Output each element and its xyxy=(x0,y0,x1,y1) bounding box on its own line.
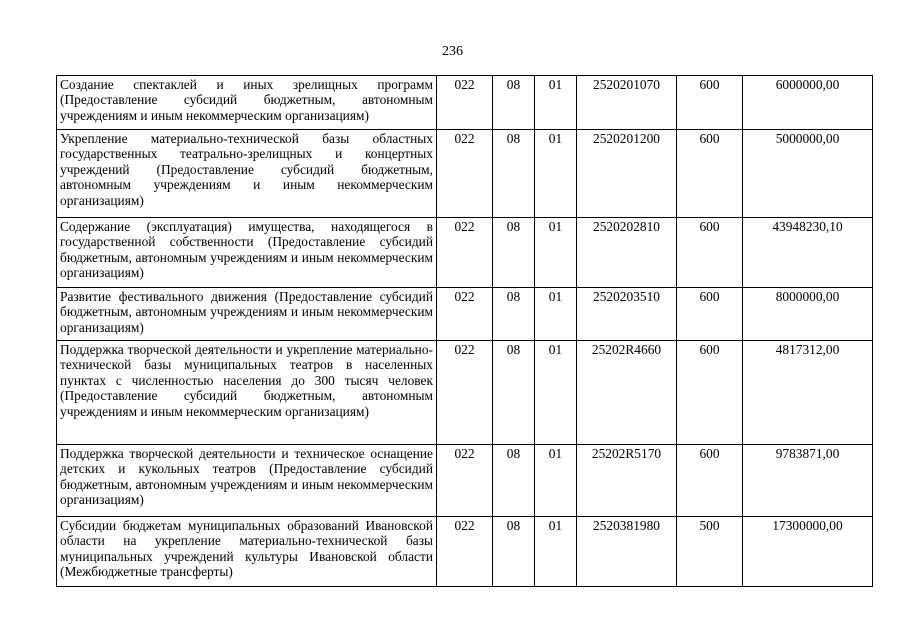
cell-ministry-code: 022 xyxy=(437,288,493,341)
cell-amount: 43948230,10 xyxy=(743,218,873,288)
cell-expense-name: Поддержка творческой деятельности и техническое оснащение детских и кукольных театров (Предоставление субсидий бюджетным, автономным учреждениям и иным некоммерческим организациям) xyxy=(57,445,437,517)
cell-ministry-code: 022 xyxy=(437,130,493,218)
cell-ministry-code: 022 xyxy=(437,341,493,445)
cell-amount: 9783871,00 xyxy=(743,445,873,517)
cell-ministry-code: 022 xyxy=(437,218,493,288)
budget-table xyxy=(56,75,873,587)
cell-amount: 8000000,00 xyxy=(743,288,873,341)
cell-target-article: 2520202810 xyxy=(577,218,677,288)
cell-target-article: 2520201200 xyxy=(577,130,677,218)
cell-target-article: 2520203510 xyxy=(577,288,677,341)
cell-expense-type: 600 xyxy=(677,288,743,341)
cell-expense-name: Субсидии бюджетам муниципальных образований Ивановской области на укрепление материально-технической базы муниципальных учреждений культуры Ивановской области (Межбюджетные трансферты) xyxy=(57,517,437,587)
table-row xyxy=(57,76,873,130)
cell-subsection-code: 01 xyxy=(535,130,577,218)
cell-expense-name: Поддержка творческой деятельности и укрепление материально-технической базы муниципальных театров в населенных пунктах с численностью населения до 300 тысяч человек (Предоставление субсидий бюджетным, автономным учреждениям и иным некоммерческим организациям) xyxy=(57,341,437,445)
cell-expense-type: 600 xyxy=(677,218,743,288)
cell-expense-name: Содержание (эксплуатация) имущества, находящегося в государственной собственности (Предоставление субсидий бюджетным, автономным учреждениям и иным некоммерческим организациям) xyxy=(57,218,437,288)
cell-target-article: 25202R5170 xyxy=(577,445,677,517)
cell-amount: 4817312,00 xyxy=(743,341,873,445)
cell-subsection-code: 01 xyxy=(535,288,577,341)
cell-expense-name: Создание спектаклей и иных зрелищных программ (Предоставление субсидий бюджетным, автономным учреждениям и иным некоммерческим организациям) xyxy=(57,76,437,130)
cell-target-article: 25202R4660 xyxy=(577,341,677,445)
cell-target-article: 2520381980 xyxy=(577,517,677,587)
cell-expense-type: 500 xyxy=(677,517,743,587)
cell-subsection-code: 01 xyxy=(535,218,577,288)
cell-expense-type: 600 xyxy=(677,445,743,517)
cell-expense-name: Укрепление материально-технической базы областных государственных театрально-зрелищных и концертных учреждений (Предоставление субсидий бюджетным, автономным учреждениям и иным некоммерческим организациям) xyxy=(57,130,437,218)
table-row xyxy=(57,445,873,517)
cell-amount: 17300000,00 xyxy=(743,517,873,587)
cell-section-code: 08 xyxy=(493,288,535,341)
cell-section-code: 08 xyxy=(493,76,535,130)
cell-amount: 5000000,00 xyxy=(743,130,873,218)
cell-ministry-code: 022 xyxy=(437,76,493,130)
table-row xyxy=(57,341,873,445)
table-row xyxy=(57,288,873,341)
cell-subsection-code: 01 xyxy=(535,341,577,445)
cell-section-code: 08 xyxy=(493,130,535,218)
cell-section-code: 08 xyxy=(493,341,535,445)
cell-amount: 6000000,00 xyxy=(743,76,873,130)
cell-subsection-code: 01 xyxy=(535,76,577,130)
cell-section-code: 08 xyxy=(493,445,535,517)
cell-subsection-code: 01 xyxy=(535,517,577,587)
cell-ministry-code: 022 xyxy=(437,517,493,587)
cell-expense-name: Развитие фестивального движения (Предоставление субсидий бюджетным, автономным учреждениям и иным некоммерческим организациям) xyxy=(57,288,437,341)
table-row xyxy=(57,517,873,587)
cell-ministry-code: 022 xyxy=(437,445,493,517)
table-row xyxy=(57,130,873,218)
table-row xyxy=(57,218,873,288)
cell-expense-type: 600 xyxy=(677,130,743,218)
page-number: 236 xyxy=(442,44,463,59)
cell-subsection-code: 01 xyxy=(535,445,577,517)
cell-section-code: 08 xyxy=(493,218,535,288)
cell-expense-type: 600 xyxy=(677,341,743,445)
cell-section-code: 08 xyxy=(493,517,535,587)
cell-target-article: 2520201070 xyxy=(577,76,677,130)
cell-expense-type: 600 xyxy=(677,76,743,130)
